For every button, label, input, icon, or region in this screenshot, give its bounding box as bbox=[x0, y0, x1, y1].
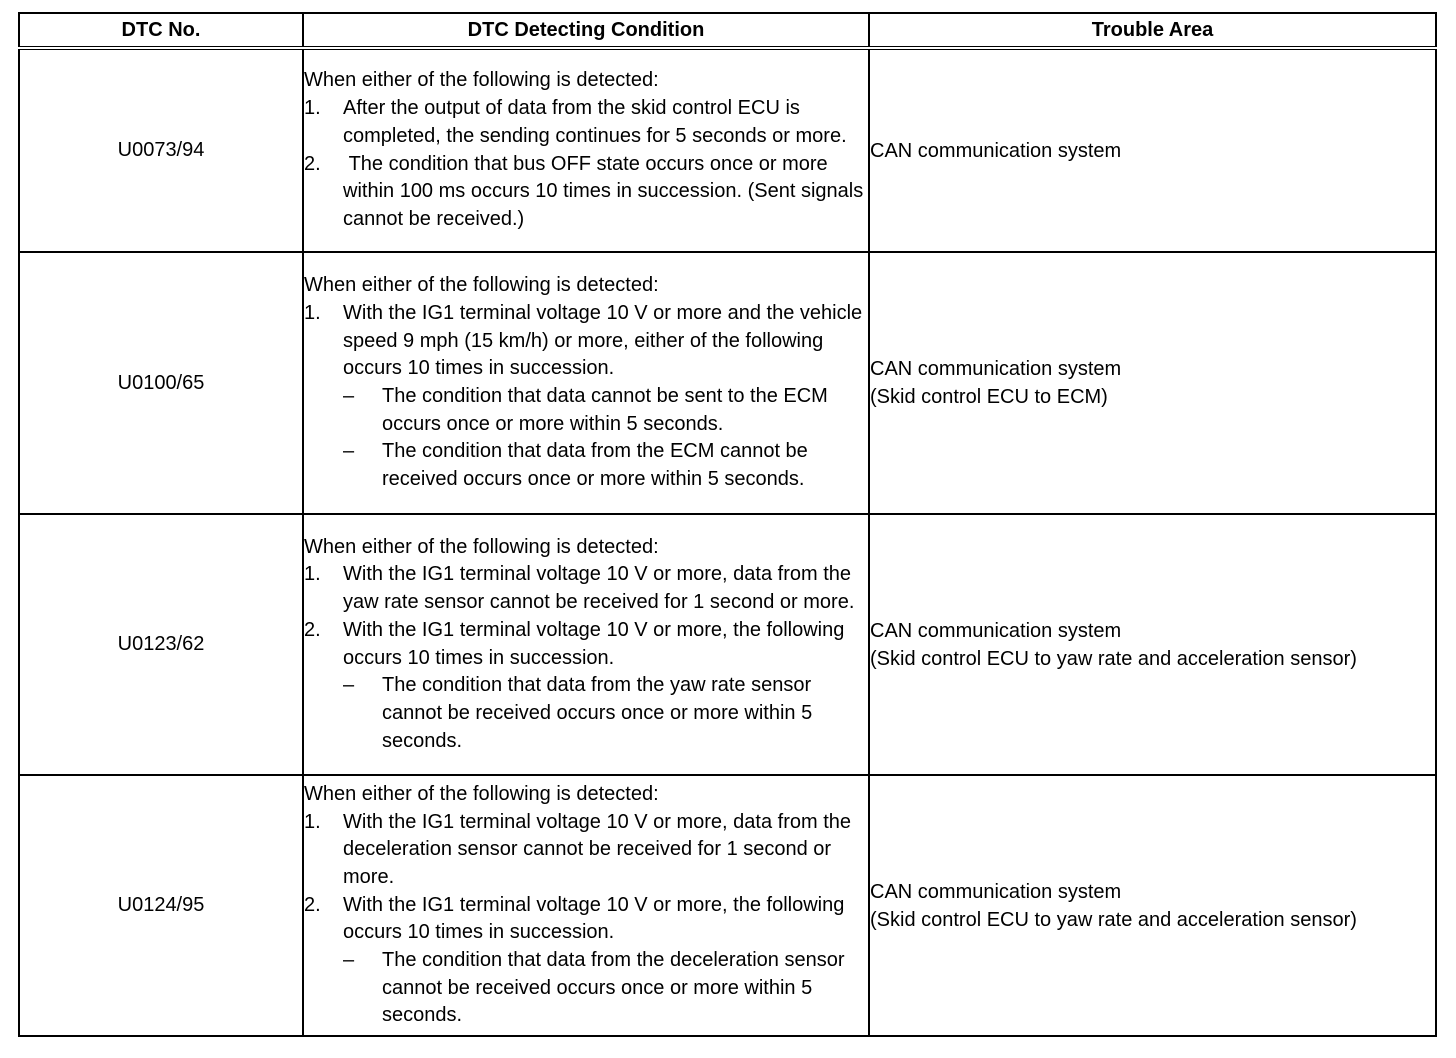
condition-subitem bbox=[304, 383, 868, 438]
condition-subitem bbox=[304, 672, 868, 755]
item-number: 1. bbox=[304, 810, 321, 833]
trouble-area-line1: CAN communication system bbox=[870, 358, 1122, 380]
detecting-condition bbox=[303, 775, 869, 1036]
table-row bbox=[19, 514, 1436, 775]
condition-subitem bbox=[304, 438, 868, 493]
item-number: 1. bbox=[304, 97, 321, 120]
trouble-area-line2: (Skid control ECU to yaw rate and acceleration sensor) bbox=[870, 647, 1357, 670]
detecting-condition bbox=[303, 252, 869, 514]
item-text: With the IG1 terminal voltage 10 V or more, the following occurs 10 times in succession. bbox=[343, 893, 845, 944]
item-number: 1. bbox=[304, 301, 321, 324]
dtc-code: U0123/62 bbox=[19, 514, 303, 775]
dtc-table bbox=[18, 12, 1437, 1037]
trouble-area-line2: (Skid control ECU to yaw rate and acceleration sensor) bbox=[870, 908, 1357, 931]
trouble-area-line1: CAN communication system bbox=[870, 139, 1122, 162]
subitem-text: The condition that data from the yaw rate sensor cannot be received occurs once or more within 5 seconds. bbox=[382, 674, 813, 752]
subitem-dash: – bbox=[343, 385, 355, 407]
trouble-area bbox=[869, 252, 1436, 514]
trouble-area-line2: (Skid control ECU to ECM) bbox=[870, 386, 1108, 408]
condition-intro: When either of the following is detected: bbox=[304, 69, 659, 92]
trouble-area bbox=[869, 48, 1436, 252]
condition-intro: When either of the following is detected: bbox=[304, 535, 659, 558]
dtc-code: U0073/94 bbox=[19, 48, 303, 252]
item-number: 2. bbox=[304, 893, 321, 916]
condition-item bbox=[304, 892, 868, 947]
header-dtc-no: DTC No. bbox=[19, 13, 303, 48]
subitem-text: The condition that data from the ECM cannot be received occurs once or more within 5 seconds. bbox=[382, 440, 808, 491]
trouble-area-line1: CAN communication system bbox=[870, 619, 1122, 642]
item-text: The condition that bus OFF state occurs once or more within 100 ms occurs 10 times in succession. (Sent signals cannot be received.) bbox=[343, 152, 869, 230]
subitem-dash: – bbox=[343, 674, 355, 697]
item-text: After the output of data from the skid control ECU is completed, the sending continues for 5 seconds or more. bbox=[343, 97, 847, 147]
header-trouble-area: Trouble Area bbox=[869, 13, 1436, 48]
subitem-text: The condition that data cannot be sent to the ECM occurs once or more within 5 seconds. bbox=[382, 385, 828, 435]
detecting-condition bbox=[303, 514, 869, 775]
subitem-dash: – bbox=[343, 440, 355, 463]
item-text: With the IG1 terminal voltage 10 V or more, data from the yaw rate sensor cannot be received for 1 second or more. bbox=[343, 563, 855, 614]
item-number: 1. bbox=[304, 563, 321, 586]
trouble-area bbox=[869, 514, 1436, 775]
item-text: With the IG1 terminal voltage 10 V or more, the following occurs 10 times in succession. bbox=[343, 618, 845, 669]
item-text: With the IG1 terminal voltage 10 V or more and the vehicle speed 9 mph (15 km/h) or more, either of the following occurs 10 times in succession. bbox=[343, 301, 863, 380]
detecting-condition bbox=[303, 48, 869, 252]
subitem-text: The condition that data from the deceleration sensor cannot be received occurs once or more within 5 seconds. bbox=[382, 949, 845, 1027]
condition-item bbox=[304, 809, 868, 892]
condition-intro: When either of the following is detected: bbox=[304, 274, 659, 297]
condition-item bbox=[304, 300, 868, 383]
subitem-dash: – bbox=[343, 949, 355, 972]
dtc-code: U0124/95 bbox=[19, 775, 303, 1036]
trouble-area-line1: CAN communication system bbox=[870, 880, 1122, 903]
header-row bbox=[19, 13, 1436, 48]
item-text: With the IG1 terminal voltage 10 V or more, data from the deceleration sensor cannot be received for 1 second or more. bbox=[343, 810, 852, 888]
condition-item bbox=[304, 151, 868, 234]
table-row bbox=[19, 775, 1436, 1036]
condition-item bbox=[304, 561, 868, 616]
trouble-area bbox=[869, 775, 1436, 1036]
table-row bbox=[19, 252, 1436, 514]
item-number: 2. bbox=[304, 618, 321, 641]
item-number: 2. bbox=[304, 152, 321, 175]
condition-subitem bbox=[304, 947, 868, 1030]
dtc-code: U0100/65 bbox=[19, 252, 303, 514]
header-detecting-condition: DTC Detecting Condition bbox=[303, 13, 869, 48]
table-row bbox=[19, 48, 1436, 252]
condition-intro: When either of the following is detected: bbox=[304, 782, 659, 805]
condition-item bbox=[304, 617, 868, 672]
condition-item bbox=[304, 95, 868, 150]
